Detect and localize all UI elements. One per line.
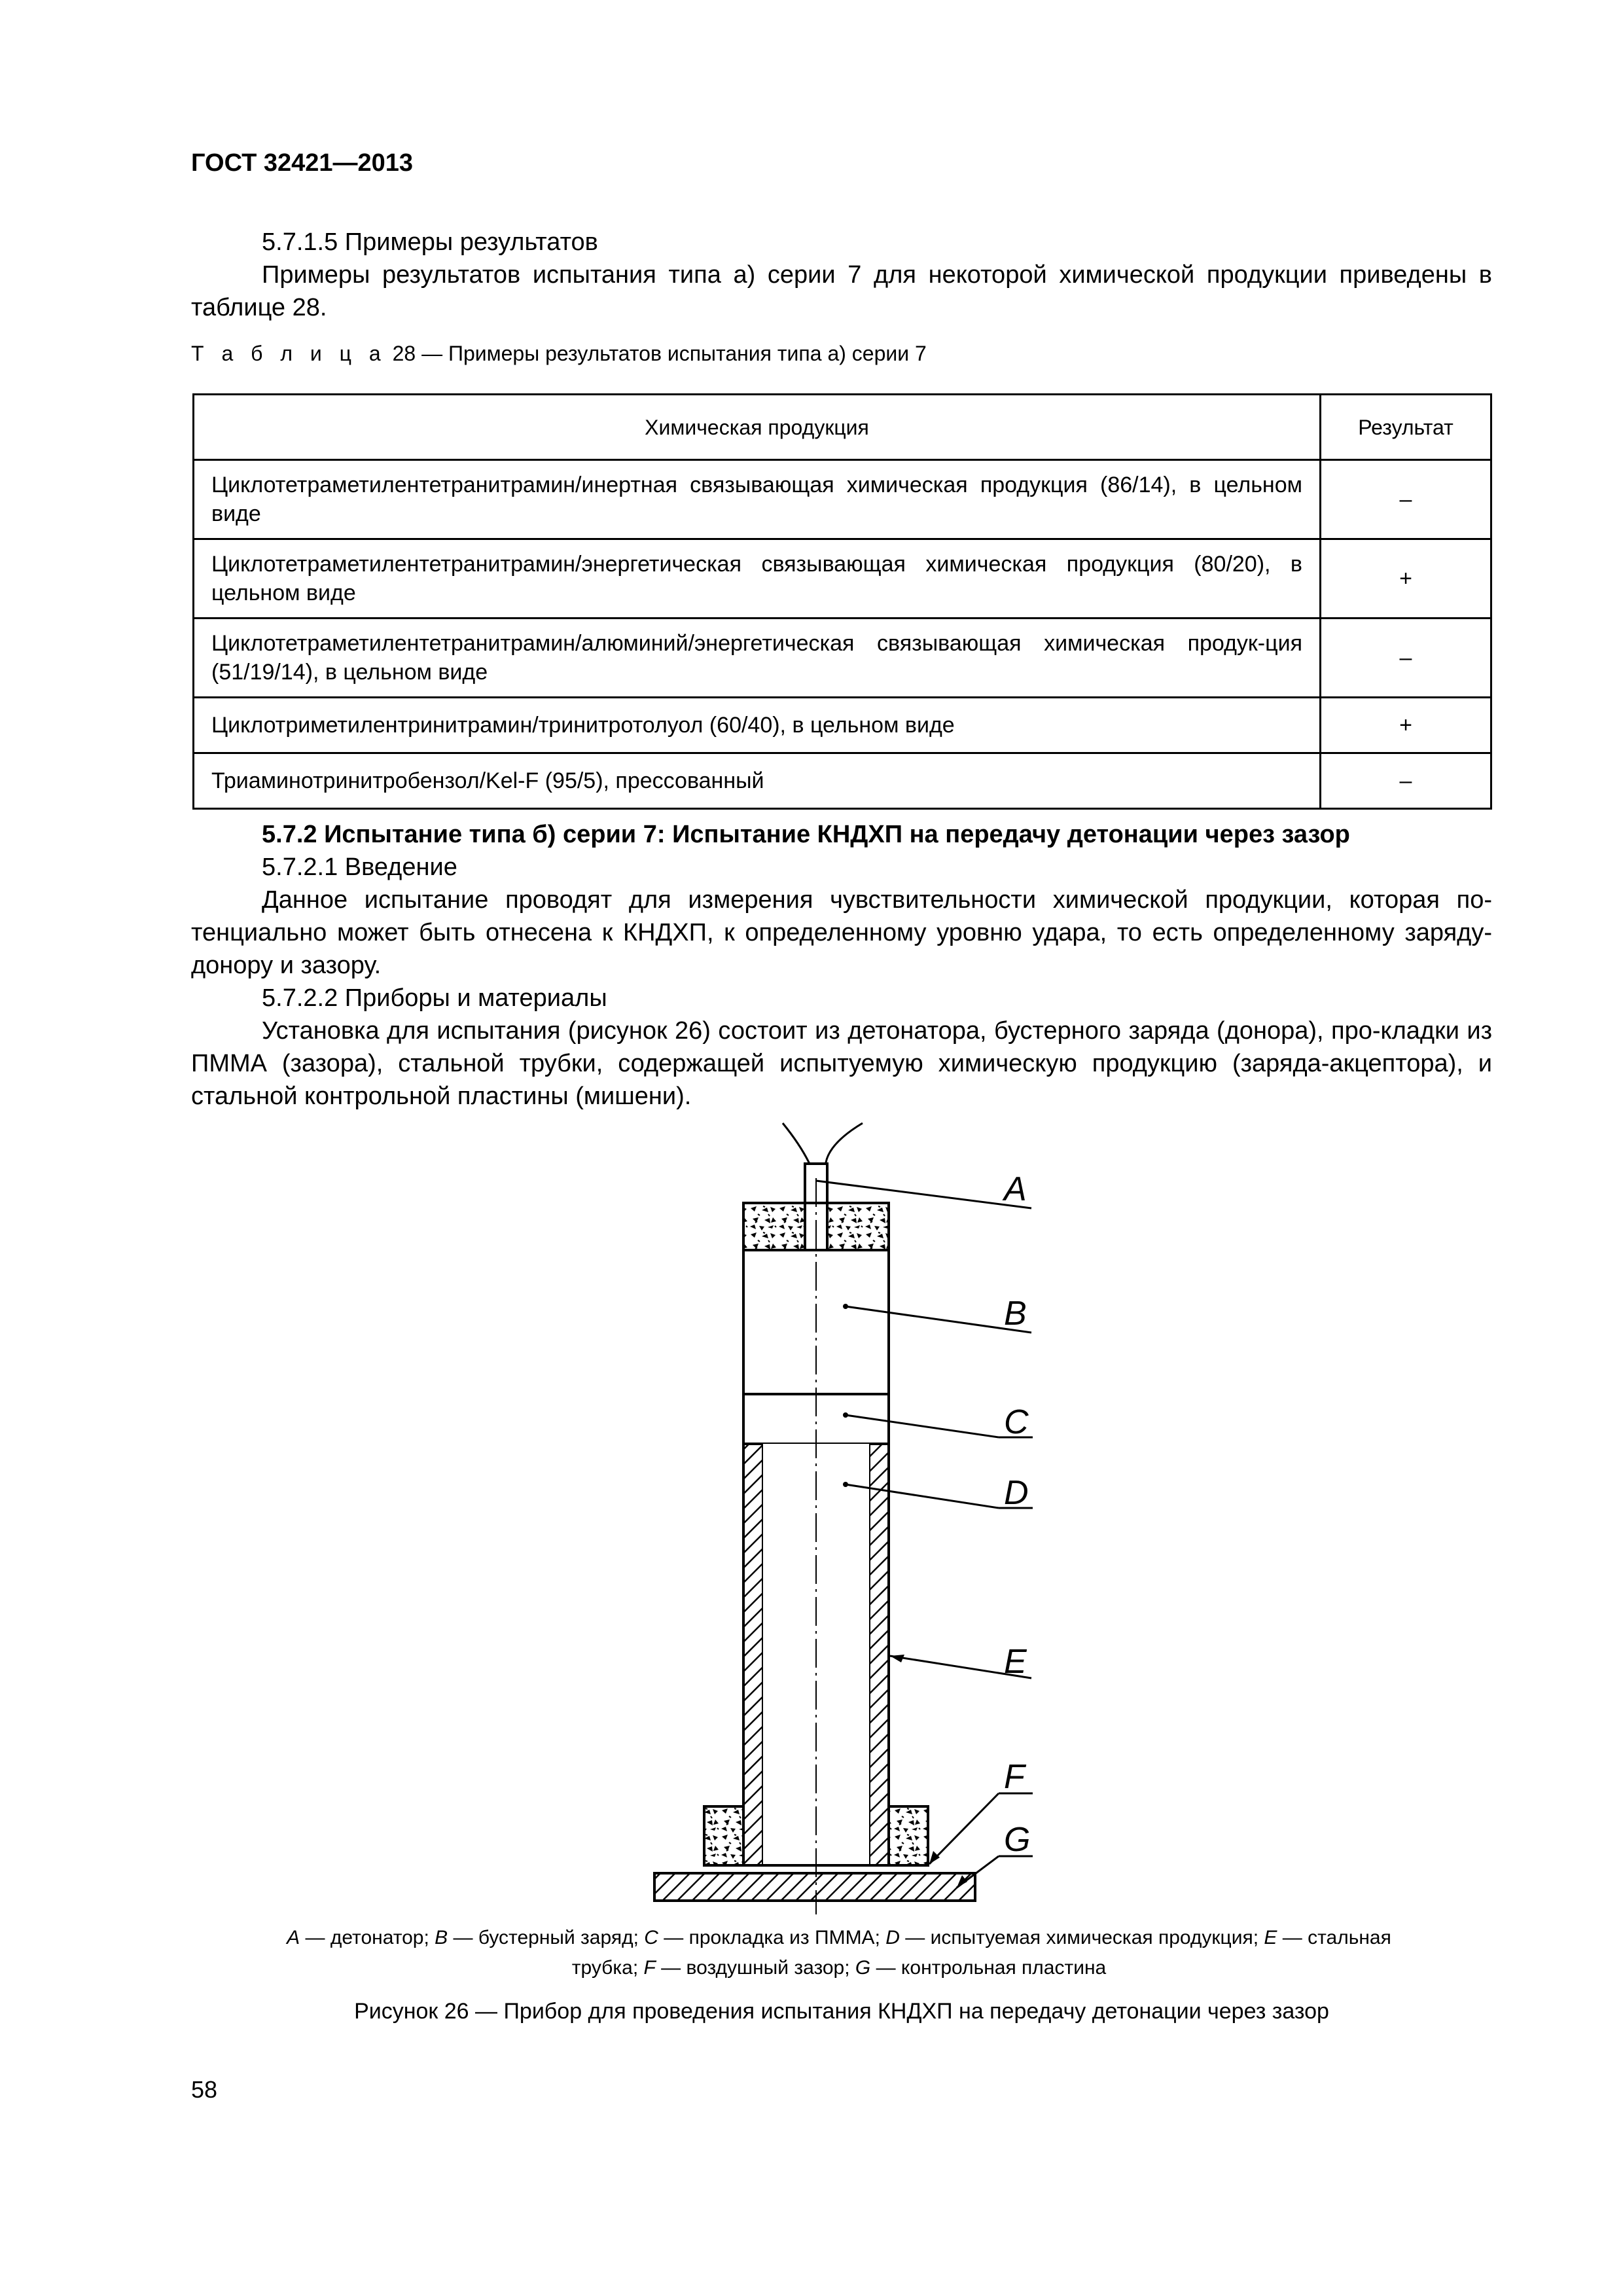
figure-caption: Рисунок 26 — Прибор для проведения испытания КНДХП на передачу детонации через зазор	[354, 1999, 1329, 2024]
legend-text-a: — детонатор;	[300, 1927, 435, 1948]
result-cell: +	[1321, 539, 1491, 619]
result-cell: –	[1321, 460, 1491, 539]
section-heading-5-7-2-2: 5.7.2.2 Приборы и материалы	[262, 984, 607, 1012]
result-cell: –	[1321, 619, 1491, 698]
legend-key-e: E	[1264, 1927, 1277, 1948]
steel-tube-right-wall	[869, 1444, 889, 1865]
label-g: G	[1004, 1821, 1031, 1859]
label-e: E	[1004, 1643, 1027, 1681]
legend-key-b: B	[435, 1927, 448, 1948]
column-header-product: Химическая продукция	[194, 395, 1321, 460]
legend-text-d: — испытуемая химическая продукция;	[899, 1927, 1264, 1948]
label-c: C	[1004, 1403, 1029, 1441]
legend-key-f: F	[643, 1957, 656, 1979]
document-code: ГОСТ 32421—2013	[191, 149, 414, 177]
label-f: F	[1004, 1758, 1025, 1796]
label-a: A	[1004, 1170, 1027, 1208]
product-cell: Циклотетраметилентетранитрамин/инертная связывающая химическая продукция (86/14), в цельном виде	[194, 460, 1321, 539]
steel-tube-left-wall	[743, 1444, 763, 1865]
legend-key-g: G	[855, 1957, 871, 1979]
legend-text-b: — бустерный заряд;	[448, 1927, 645, 1948]
legend-text-c: — прокладка из ПММА;	[658, 1927, 886, 1948]
figure-legend	[257, 1923, 1421, 1983]
product-cell: Циклотетраметилентетранитрамин/алюминий/энергетическая связывающая химическая продук-ция (51/19/14), в цельном виде	[194, 619, 1321, 698]
section-heading-5-7-1-5: 5.7.1.5 Примеры результатов	[262, 228, 598, 256]
column-header-result: Результат	[1321, 395, 1491, 460]
witness-plate	[654, 1873, 975, 1901]
legend-text-e: — стальная трубка;	[571, 1927, 1391, 1979]
legend-key-d: D	[885, 1927, 900, 1948]
section-heading-5-7-2-1: 5.7.2.1 Введение	[262, 853, 457, 881]
legend-key-a: A	[287, 1927, 300, 1948]
product-cell: Триаминотринитробензол/Kel-F (95/5), прессованный	[194, 753, 1321, 809]
legend-key-c: C	[644, 1927, 658, 1948]
section-text-5-7-1-5: Примеры результатов испытания типа а) серии 7 для некоторой химической продукции приведены в таблице 28.	[191, 261, 1492, 321]
table-caption-text: 28 — Примеры результатов испытания типа а) серии 7	[386, 342, 927, 365]
result-cell: +	[1321, 698, 1491, 753]
table-caption-prefix: Т а б л и ц а	[191, 342, 387, 365]
legend-text-g: — контрольная пластина	[870, 1957, 1107, 1979]
spacer-left	[704, 1806, 743, 1865]
section-heading-5-7-2: 5.7.2 Испытание типа б) серии 7: Испытание КНДХП на передачу детонации через зазор	[262, 821, 1350, 848]
product-cell: Циклотриметилентринитрамин/тринитротолуол (60/40), в цельном виде	[194, 698, 1321, 753]
detonator-leads	[783, 1123, 863, 1165]
label-b: B	[1004, 1295, 1027, 1333]
section-text-5-7-2-2: Установка для испытания (рисунок 26) состоит из детонатора, бустерного заряда (донора), про-кладки из ПММА (зазора), стальной трубки, содержащей испытуемую химическую продукцию (заряда-акцептора), и стальной контрольной пластины (мишени).	[191, 1017, 1492, 1110]
legend-text-f: — воздушный зазор;	[655, 1957, 855, 1979]
section-text-5-7-2-1: Данное испытание проводят для измерения чувствительности химической продукции, которая по-тенциально может быть отнесена к КНДХП, к определенному уровню удара, то есть определенному заряду-донору и зазору.	[191, 886, 1492, 979]
label-d: D	[1004, 1474, 1029, 1512]
product-cell: Циклотетраметилентетранитрамин/энергетическая связывающая химическая продукция (80/20), в цельном виде	[194, 539, 1321, 619]
spacer-right	[889, 1806, 928, 1865]
page-number: 58	[191, 2076, 218, 2103]
result-cell: –	[1321, 753, 1491, 809]
